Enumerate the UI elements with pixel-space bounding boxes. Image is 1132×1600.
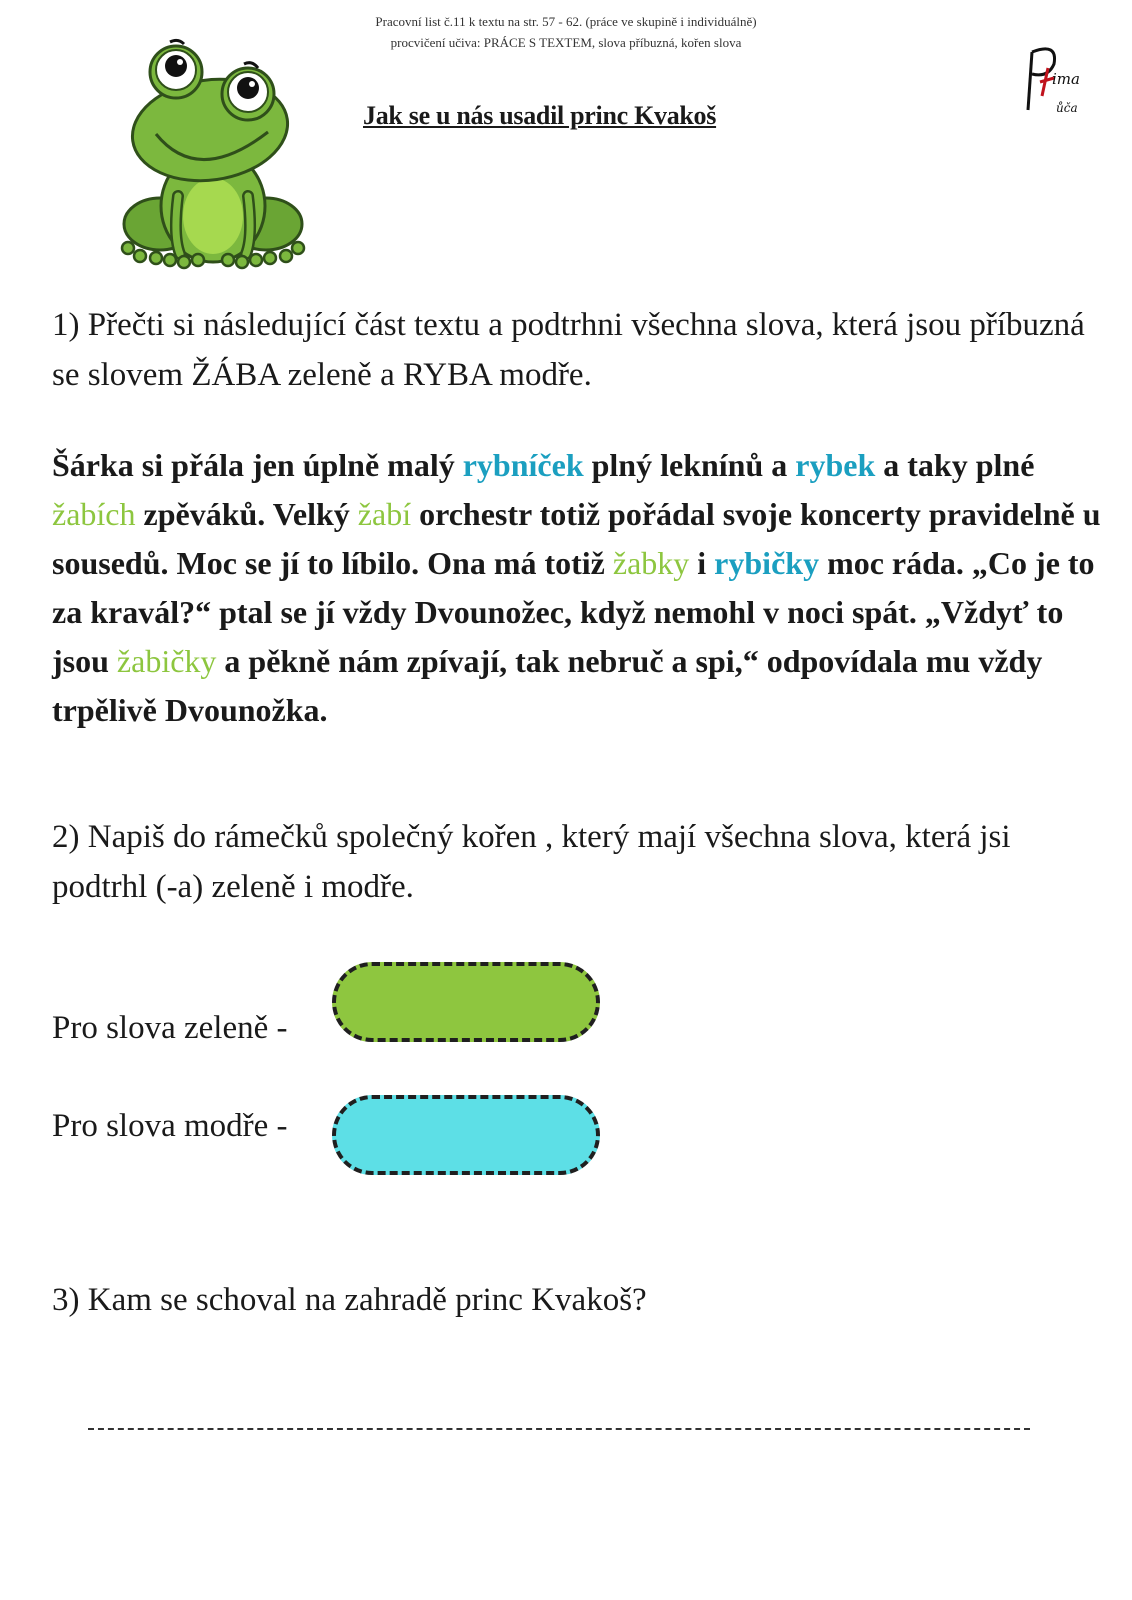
fish-related-word: rybek <box>795 447 876 483</box>
story-text-segment: plný leknínů a <box>583 447 796 483</box>
task-3-question: 3) Kam se schoval na zahradě princ Kvakoš? <box>52 1282 647 1318</box>
frog-icon <box>118 36 308 272</box>
frog-related-word: žabičky <box>116 643 217 679</box>
blue-root-answer-box[interactable] <box>332 1095 600 1175</box>
frog-related-word: žabky <box>612 545 690 581</box>
fish-related-word: rybičky <box>714 545 820 581</box>
story-text-segment: zpěváků. Velký <box>135 496 358 532</box>
page-title: Jak se u nás usadil princ Kvakoš <box>363 101 717 130</box>
blue-root-label: Pro slova modře - <box>52 1108 288 1144</box>
task-2-instruction: 2) Napiš do rámečků společný kořen , který mají všechna slova, která jsi podtrhl (-a) zeleně i modře. <box>52 819 1011 905</box>
answer-line[interactable] <box>88 1428 1030 1430</box>
worksheet-topic-line: procvičení učiva: PRÁCE S TEXTEM, slova příbuzná, kořen slova <box>390 35 742 50</box>
story-text-segment: orchestr totiž pořádal svoje koncerty pravidelně u sousedů. Moc se jí to líbilo. Ona má totiž <box>52 496 1101 581</box>
green-root-answer-box[interactable] <box>332 962 600 1042</box>
school-logo-icon <box>1018 38 1102 122</box>
green-root-label: Pro slova zeleně - <box>52 1010 288 1046</box>
worksheet-info-line: Pracovní list č.11 k textu na str. 57 - 62. (práce ve skupině i individuálně) <box>375 14 757 29</box>
story-text-segment: a taky plné <box>875 447 1035 483</box>
fish-related-word: rybníček <box>462 447 584 483</box>
svg-text:ůča: ůča <box>1056 101 1078 115</box>
story-text-segment: moc ráda. „Co je to za kravál?“ ptal se jí vždy Dvounožec, když nemohl v noci spát. „Vždyť to jsou <box>52 545 1095 679</box>
svg-text:ima: ima <box>1052 70 1080 88</box>
frog-related-word: žabích <box>52 496 136 532</box>
story-text-segment: i <box>689 545 715 581</box>
task-1-instruction: 1) Přečti si následující část textu a podtrhni všechna slova, která jsou příbuzná se slovem ŽÁBA zeleně a RYBA modře. <box>52 307 1085 393</box>
frog-related-word: žabí <box>357 496 412 532</box>
story-text-segment: a pěkně nám zpívají, tak nebruč a spi,“ odpovídala mu vždy trpělivě Dvounožka. <box>52 643 1043 728</box>
story-text <box>52 441 1102 735</box>
story-text-segment: Šárka si přála jen úplně malý <box>52 447 463 483</box>
